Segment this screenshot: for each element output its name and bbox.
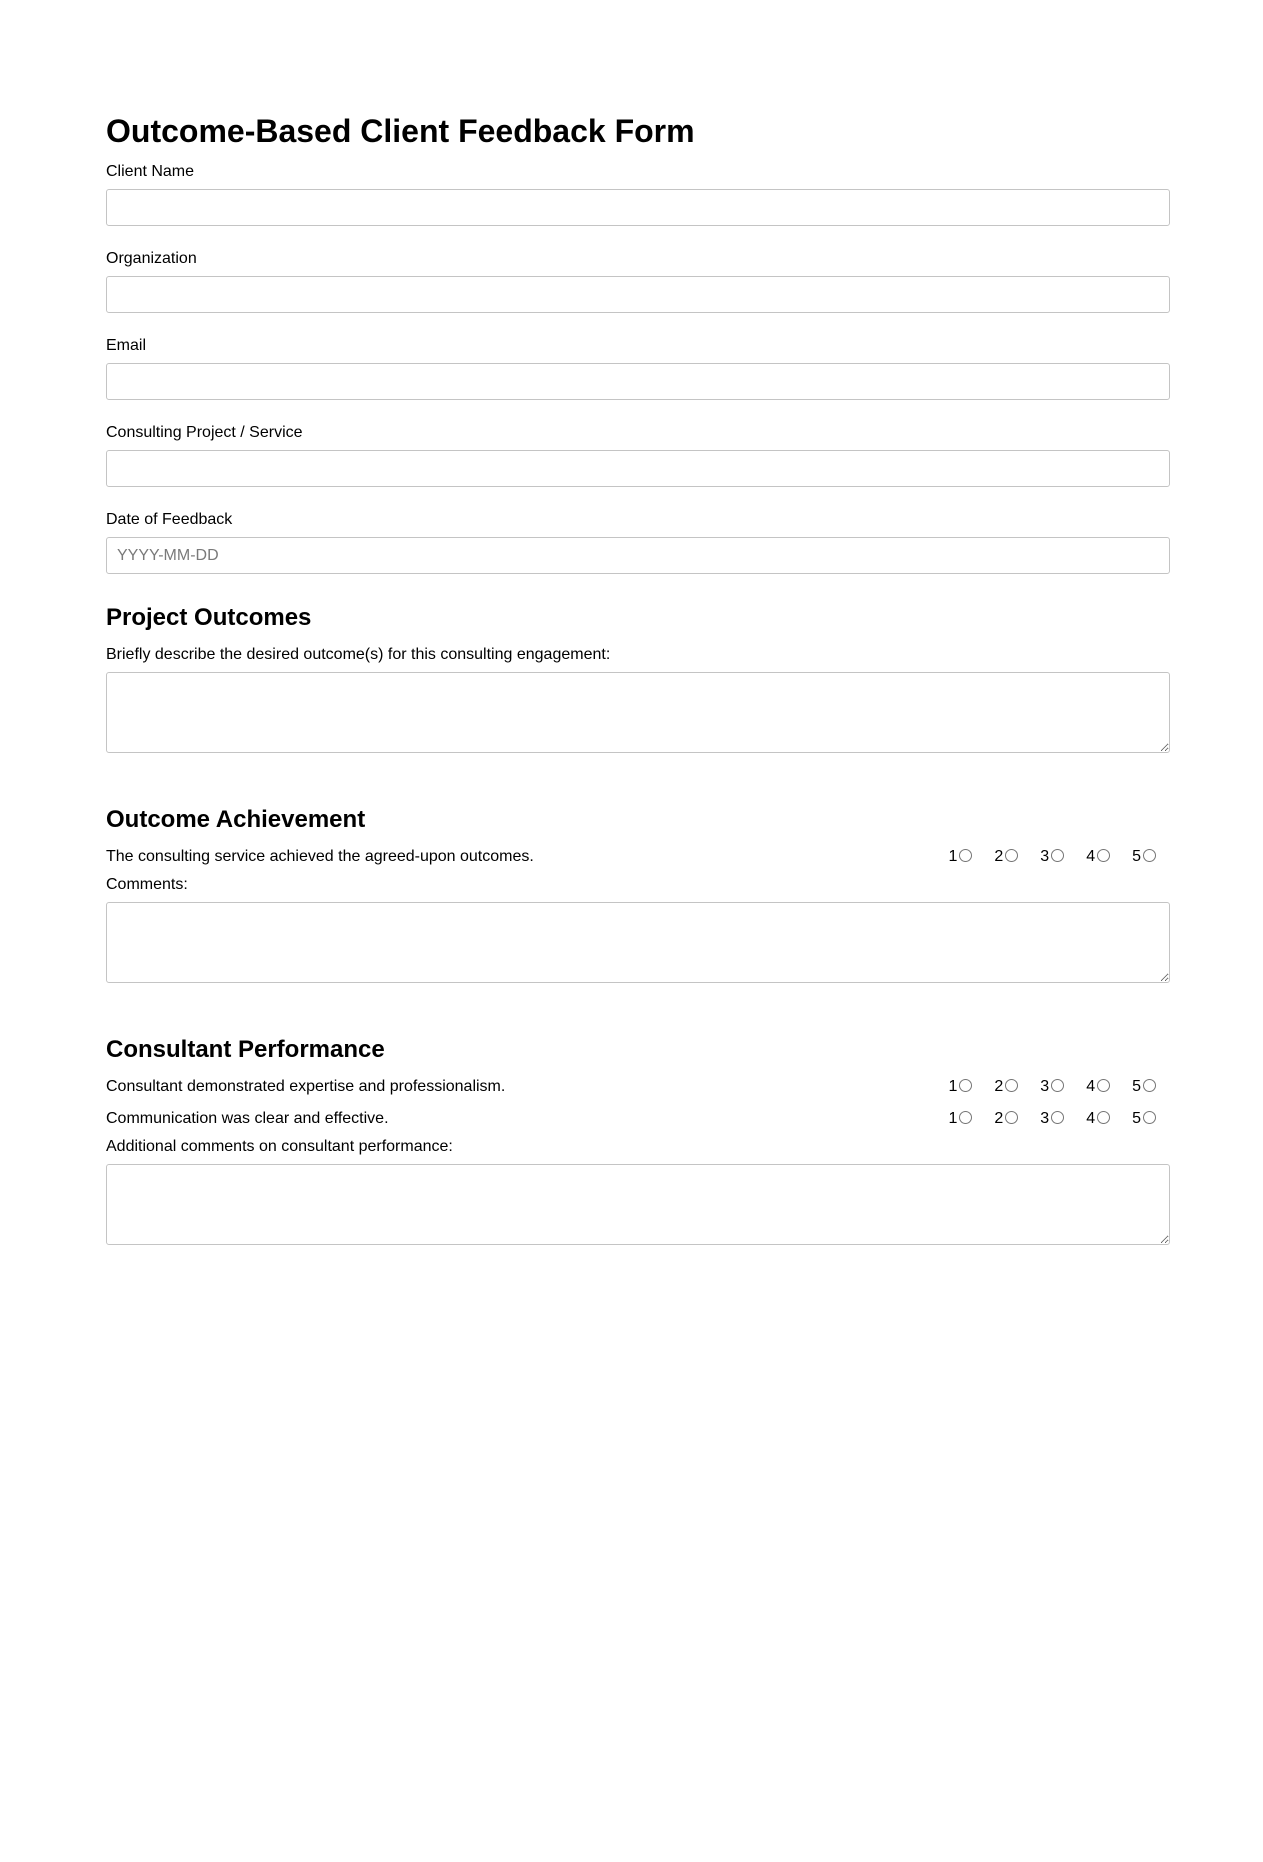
- feedback-date-group: [106, 510, 1170, 574]
- radio-button[interactable]: [959, 1111, 972, 1124]
- radio-button[interactable]: [1005, 849, 1018, 862]
- radio-button[interactable]: [959, 849, 972, 862]
- rating-question: Communication was clear and effective.: [106, 1110, 389, 1127]
- rating-option-2[interactable]: 2: [994, 1077, 1018, 1096]
- rating-option-5[interactable]: 5: [1132, 1077, 1156, 1096]
- radio-button[interactable]: [1143, 1079, 1156, 1092]
- rating-option-3[interactable]: 3: [1040, 847, 1064, 866]
- email-input[interactable]: [106, 363, 1170, 400]
- desired-outcomes-textarea[interactable]: [106, 672, 1170, 753]
- client-name-input[interactable]: [106, 189, 1170, 226]
- organization-input[interactable]: [106, 276, 1170, 313]
- rating-question: Consultant demonstrated expertise and professionalism.: [106, 1078, 506, 1095]
- project-outcomes-heading: Project Outcomes: [106, 604, 312, 631]
- rating-option-2[interactable]: 2: [994, 1109, 1018, 1128]
- client-name-label: Client Name: [106, 163, 195, 180]
- desired-outcomes-label: Briefly describe the desired outcome(s) for this consulting engagement:: [106, 646, 611, 663]
- rating-option-5[interactable]: 5: [1132, 1109, 1156, 1128]
- rating-option-3[interactable]: 3: [1040, 1077, 1064, 1096]
- radio-button[interactable]: [1143, 849, 1156, 862]
- rating-option-3[interactable]: 3: [1040, 1109, 1064, 1128]
- radio-button[interactable]: [1097, 1079, 1110, 1092]
- email-label: Email: [106, 337, 147, 354]
- rating-option-4[interactable]: 4: [1086, 1077, 1110, 1096]
- project-service-input[interactable]: [106, 450, 1170, 487]
- page-title: Outcome-Based Client Feedback Form: [106, 113, 695, 149]
- email-group: [106, 336, 1170, 400]
- consultant-performance-heading: Consultant Performance: [106, 1036, 385, 1063]
- outcome-achievement-section: [106, 806, 1170, 983]
- radio-button[interactable]: [1143, 1111, 1156, 1124]
- outcome-comments-label: Comments:: [106, 876, 188, 893]
- radio-button[interactable]: [1005, 1079, 1018, 1092]
- consultant-comments-label: Additional comments on consultant performance:: [106, 1138, 453, 1155]
- outcome-comments-textarea[interactable]: [106, 902, 1170, 983]
- rating-options: [948, 847, 1156, 866]
- radio-button[interactable]: [1051, 1111, 1064, 1124]
- rating-option-1[interactable]: 1: [948, 1077, 972, 1096]
- project-service-label: Consulting Project / Service: [106, 424, 303, 441]
- rating-option-1[interactable]: 1: [948, 1109, 972, 1128]
- rating-row-expertise: [106, 1077, 1170, 1096]
- feedback-date-label: Date of Feedback: [106, 511, 233, 528]
- rating-option-4[interactable]: 4: [1086, 1109, 1110, 1128]
- outcome-achievement-heading: Outcome Achievement: [106, 806, 366, 833]
- rating-row-outcomes-achieved: [106, 847, 1170, 866]
- rating-question: The consulting service achieved the agreed-upon outcomes.: [106, 848, 534, 865]
- project-service-group: [106, 423, 1170, 487]
- rating-options: [948, 1109, 1156, 1128]
- rating-option-5[interactable]: 5: [1132, 847, 1156, 866]
- rating-option-2[interactable]: 2: [994, 847, 1018, 866]
- rating-options: [948, 1077, 1156, 1096]
- project-outcomes-section: [106, 604, 1170, 753]
- radio-button[interactable]: [1051, 1079, 1064, 1092]
- radio-button[interactable]: [1051, 849, 1064, 862]
- radio-button[interactable]: [1097, 1111, 1110, 1124]
- radio-button[interactable]: [959, 1079, 972, 1092]
- consultant-comments-textarea[interactable]: [106, 1164, 1170, 1245]
- feedback-date-input[interactable]: [106, 537, 1170, 574]
- rating-row-communication: [106, 1109, 1170, 1128]
- organization-label: Organization: [106, 250, 197, 267]
- rating-option-4[interactable]: 4: [1086, 847, 1110, 866]
- organization-group: [106, 249, 1170, 313]
- consultant-performance-section: [106, 1036, 1170, 1245]
- client-name-group: [106, 162, 1170, 226]
- rating-option-1[interactable]: 1: [948, 847, 972, 866]
- radio-button[interactable]: [1097, 849, 1110, 862]
- feedback-form: [106, 0, 1170, 1245]
- radio-button[interactable]: [1005, 1111, 1018, 1124]
